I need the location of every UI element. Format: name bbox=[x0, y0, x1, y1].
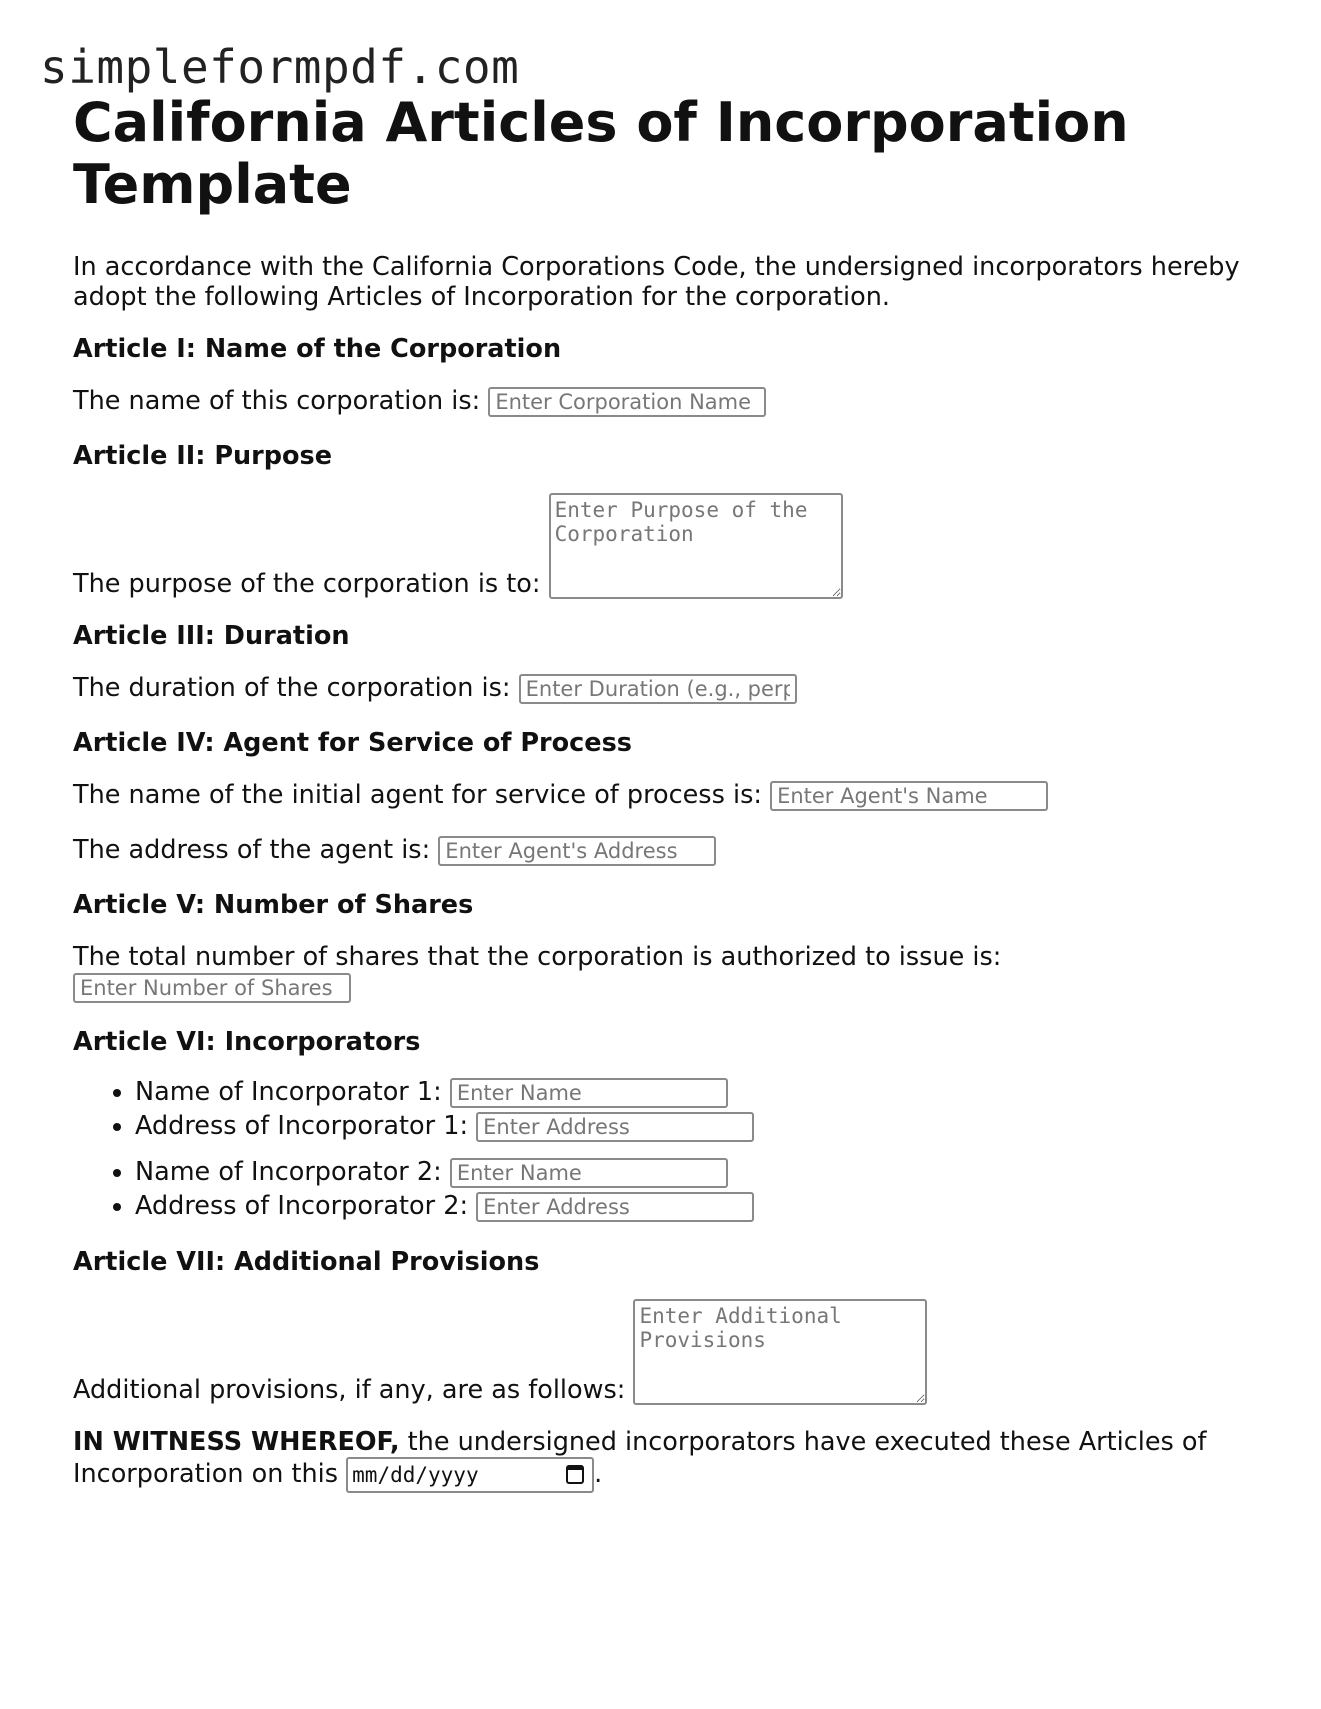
corporation-name-input[interactable] bbox=[488, 387, 766, 417]
page-title: California Articles of Incorporation Template bbox=[73, 91, 1129, 216]
article-3-line bbox=[73, 673, 1253, 704]
agent-address-label: The address of the agent is: bbox=[73, 835, 431, 865]
article-7-line bbox=[73, 1299, 1253, 1405]
duration-input[interactable] bbox=[519, 674, 797, 704]
incorporator-2-address-input[interactable] bbox=[476, 1192, 754, 1222]
list-item bbox=[135, 1189, 1253, 1223]
article-7-heading: Article VII: Additional Provisions bbox=[73, 1247, 540, 1277]
purpose-textarea[interactable] bbox=[549, 493, 843, 599]
article-4-heading: Article IV: Agent for Service of Process bbox=[73, 728, 632, 758]
witness-bold-lead: IN WITNESS WHEREOF, bbox=[73, 1427, 400, 1457]
list-item bbox=[135, 1075, 1253, 1109]
witness-period: . bbox=[594, 1459, 603, 1489]
site-watermark: simpleformpdf.com bbox=[40, 40, 520, 94]
article-3-label: The duration of the corporation is: bbox=[73, 673, 511, 703]
list-item bbox=[135, 1155, 1253, 1189]
article-3-heading: Article III: Duration bbox=[73, 621, 350, 651]
incorporator-1-name-label: Name of Incorporator 1: bbox=[135, 1077, 442, 1107]
article-1-line bbox=[73, 386, 1253, 417]
incorporator-1-address-input[interactable] bbox=[476, 1112, 754, 1142]
article-6-heading: Article VI: Incorporators bbox=[73, 1027, 421, 1057]
intro-paragraph: In accordance with the California Corporations Code, the undersigned incorporators hereby adopt the following Articles of Incorporation for the corporation. bbox=[73, 252, 1240, 312]
article-2-label: The purpose of the corporation is to: bbox=[73, 569, 541, 599]
shares-label: The total number of shares that the corporation is authorized to issue is: bbox=[73, 942, 1002, 972]
agent-name-input[interactable] bbox=[770, 781, 1048, 811]
witness-paragraph bbox=[73, 1427, 1253, 1493]
incorporator-2-name-label: Name of Incorporator 2: bbox=[135, 1157, 442, 1187]
incorporator-2-list bbox=[73, 1155, 1253, 1223]
agent-name-label: The name of the initial agent for service of process is: bbox=[73, 780, 762, 810]
agent-name-line bbox=[73, 780, 1253, 811]
article-7-label: Additional provisions, if any, are as follows: bbox=[73, 1375, 626, 1405]
article-1-label: The name of this corporation is: bbox=[73, 386, 481, 416]
execution-date-input[interactable] bbox=[346, 1457, 594, 1493]
article-2-line bbox=[73, 493, 1253, 599]
incorporator-1-name-input[interactable] bbox=[450, 1078, 728, 1108]
number-of-shares-input[interactable] bbox=[73, 973, 351, 1003]
additional-provisions-textarea[interactable] bbox=[633, 1299, 927, 1405]
date-placeholder: mm/dd/yyyy bbox=[352, 1463, 479, 1487]
incorporator-2-name-input[interactable] bbox=[450, 1158, 728, 1188]
calendar-icon[interactable] bbox=[566, 1465, 584, 1484]
list-item bbox=[135, 1109, 1253, 1143]
incorporator-2-address-label: Address of Incorporator 2: bbox=[135, 1191, 469, 1221]
agent-address-line bbox=[73, 835, 1253, 866]
incorporator-1-address-label: Address of Incorporator 1: bbox=[135, 1111, 469, 1141]
article-2-heading: Article II: Purpose bbox=[73, 441, 332, 471]
witness-text: the undersigned incorporators have executed these Articles of Incorporation on this bbox=[73, 1427, 1207, 1489]
agent-address-input[interactable] bbox=[438, 836, 716, 866]
shares-line bbox=[73, 942, 1253, 1003]
incorporator-1-list bbox=[73, 1075, 1253, 1143]
form-page bbox=[73, 92, 1253, 1493]
article-5-heading: Article V: Number of Shares bbox=[73, 890, 474, 920]
article-1-heading: Article I: Name of the Corporation bbox=[73, 334, 562, 364]
